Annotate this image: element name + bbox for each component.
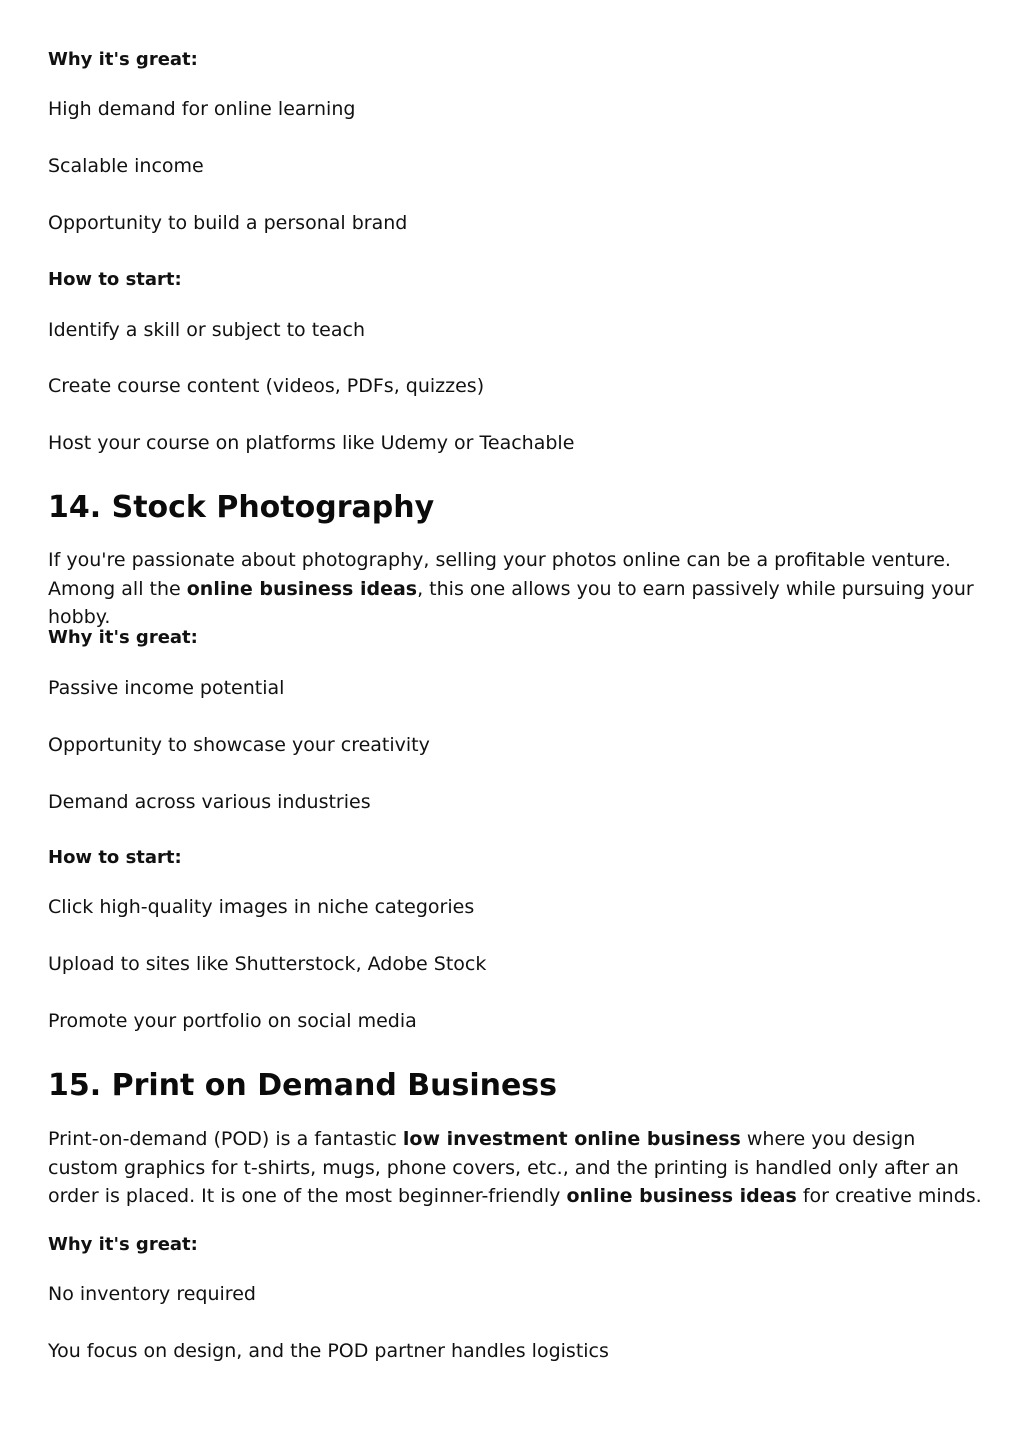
list-item: High demand for online learning — [48, 98, 356, 120]
list-item: Click high-quality images in niche categories — [48, 896, 475, 918]
paragraph-text: where you design custom graphics for t-shirts, mugs, phone covers, etc., and the printing is handled only after an order is placed. It is one of the most beginner-friendly — [48, 1128, 959, 1207]
list-item: Upload to sites like Shutterstock, Adobe Stock — [48, 953, 487, 975]
section-heading-stock-photography: 14. Stock Photography — [48, 490, 435, 525]
paragraph-text: for creative minds. — [796, 1185, 982, 1207]
bold-keyword: online business ideas — [566, 1185, 797, 1207]
list-item: Promote your portfolio on social media — [48, 1010, 417, 1032]
paragraph-text: , this one allows you to earn passively while pursuing your hobby. — [48, 577, 974, 628]
list-item: You focus on design, and the POD partner handles logistics — [48, 1340, 609, 1362]
how-to-start-label: How to start: — [48, 269, 182, 290]
list-item: Identify a skill or subject to teach — [48, 319, 365, 341]
why-great-label: Why it's great: — [48, 627, 198, 648]
paragraph-text: If you're passionate about photography, selling your photos online can be a profitable venture. Among all the — [48, 549, 951, 600]
section-paragraph — [48, 546, 984, 632]
list-item: Opportunity to showcase your creativity — [48, 734, 430, 756]
bold-keyword: online business ideas — [186, 577, 418, 600]
list-item: Passive income potential — [48, 677, 285, 699]
list-item: Opportunity to build a personal brand — [48, 212, 408, 234]
how-to-start-label: How to start: — [48, 847, 182, 868]
list-item: Scalable income — [48, 155, 204, 177]
section-paragraph — [48, 1125, 984, 1211]
list-item: Demand across various industries — [48, 791, 371, 813]
list-item: Host your course on platforms like Udemy or Teachable — [48, 432, 575, 454]
why-great-label: Why it's great: — [48, 1234, 198, 1255]
paragraph-text: Print-on-demand (POD) is a fantastic — [48, 1128, 403, 1150]
list-item: No inventory required — [48, 1283, 256, 1305]
why-great-label: Why it's great: — [48, 49, 198, 70]
bold-keyword: low investment online business — [402, 1128, 741, 1150]
section-heading-print-on-demand: 15. Print on Demand Business — [48, 1068, 558, 1103]
list-item: Create course content (videos, PDFs, quizzes) — [48, 375, 485, 397]
